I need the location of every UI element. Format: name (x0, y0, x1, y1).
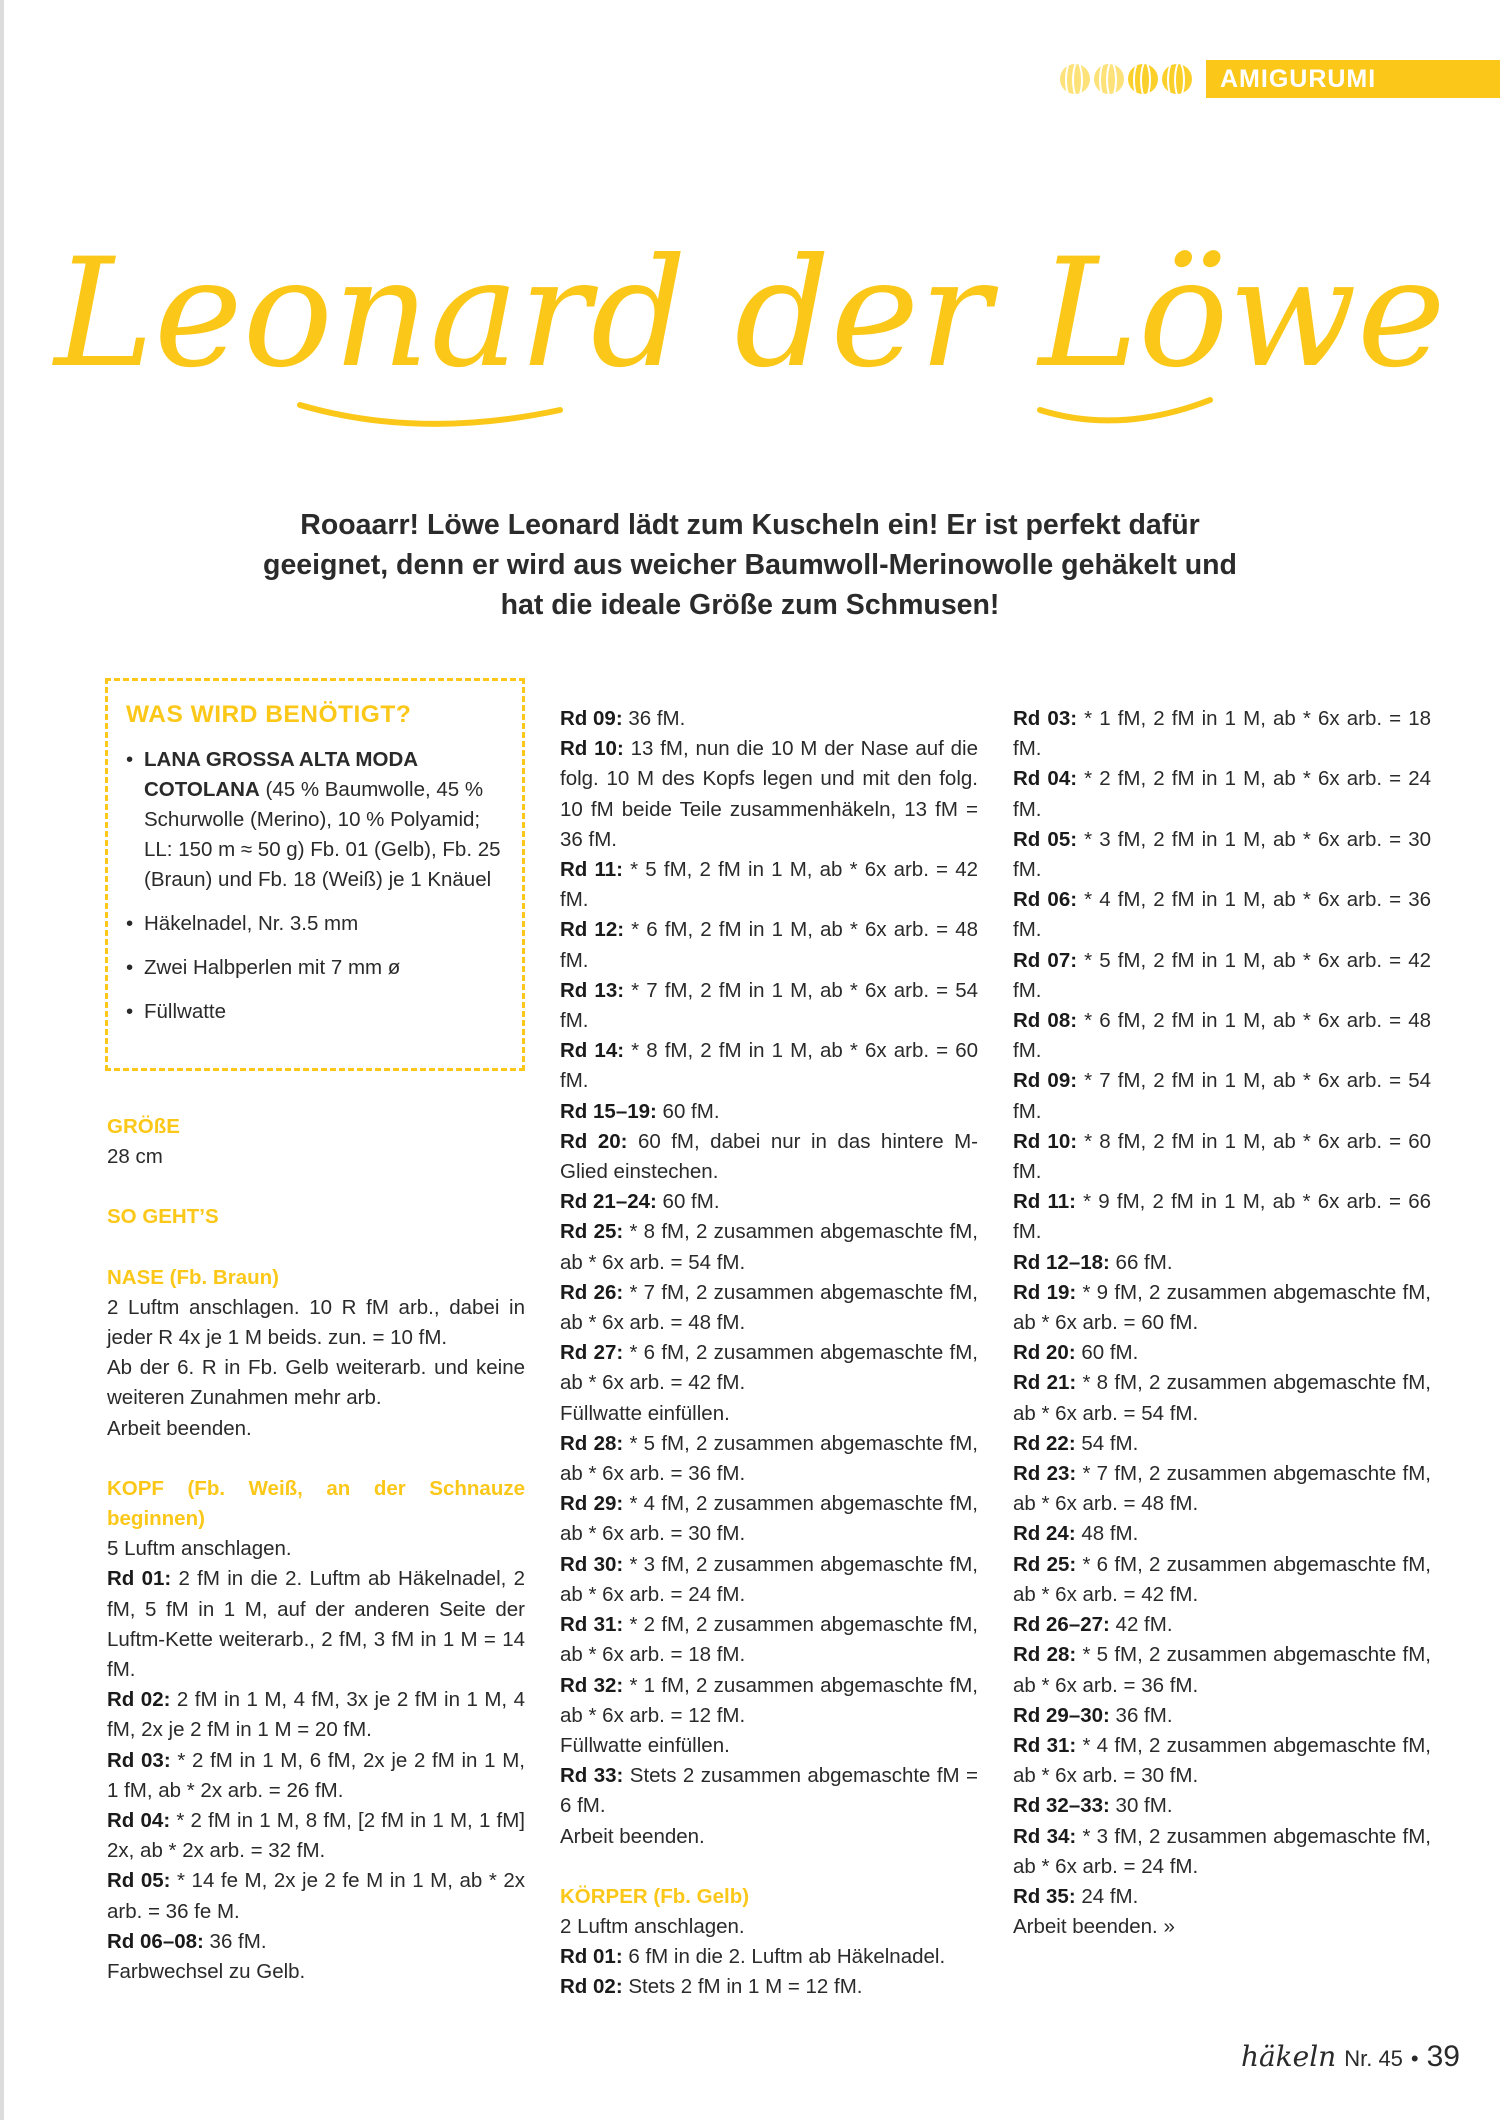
round-label: Rd 22: (1013, 1431, 1076, 1455)
round-label: Rd 20: (1013, 1341, 1076, 1365)
round-line (560, 976, 978, 1036)
round-label: Rd 01: (107, 1567, 172, 1591)
section-header (1060, 60, 1500, 98)
instruction: 5 Luftm anschlagen. (107, 1537, 292, 1561)
round-text: * 1 fM, 2 fM in 1 M, ab * 6x arb. = 18 fM. (1013, 707, 1431, 761)
issue-number: Nr. 45 (1344, 2046, 1403, 2071)
round-label: Rd 03: (1013, 707, 1078, 730)
round-line (107, 1866, 525, 1926)
instruction: Füllwatte einfüllen. (560, 1401, 730, 1425)
round-text: * 4 fM, 2 zusammen abgemaschte fM, ab * 6x arb. = 30 fM. (560, 1492, 978, 1546)
round-line (1013, 1459, 1431, 1519)
round-line (560, 1097, 978, 1127)
round-label: Rd 15–19: (560, 1099, 657, 1123)
round-line (1013, 1006, 1431, 1066)
round-label: Rd 02: (560, 1975, 623, 1999)
round-text: * 2 fM in 1 M, 6 fM, 2x je 2 fM in 1 M, 1 fM, ab * 2x arb. = 26 fM. (107, 1748, 526, 1802)
round-text: * 5 fM, 2 zusammen abgemaschte fM, ab * 6x arb. = 36 fM. (560, 1431, 978, 1486)
size-value: 28 cm (107, 1145, 163, 1169)
round-label: Rd 29: (560, 1492, 624, 1516)
round-line (107, 1927, 525, 1957)
round-line (1013, 1701, 1431, 1731)
round-text: 30 fM. (1109, 1794, 1173, 1818)
materials-box (105, 678, 525, 1071)
round-label: Rd 04: (107, 1809, 171, 1833)
round-label: Rd 09: (560, 707, 623, 730)
round-text: * 2 fM, 2 zusammen abgemaschte fM, ab * 6x arb. = 18 fM. (560, 1613, 978, 1667)
round-line (1013, 1519, 1431, 1549)
round-label: Rd 30: (560, 1552, 624, 1576)
round-label: Rd 09: (1013, 1069, 1078, 1093)
round-label: Rd 12–18: (1013, 1250, 1110, 1274)
instruction: 2 Luftm anschlagen. 10 R fM arb., dabei in jeder R 4x je 1 M beids. zun. = 10 fM. (107, 1295, 525, 1350)
round-line (560, 1972, 978, 2002)
round-text: 60 fM, dabei nur in das hintere M-Glied einstechen. (560, 1129, 979, 1184)
round-text: * 3 fM, 2 fM in 1 M, ab * 6x arb. = 30 fM. (1013, 827, 1431, 882)
body-heading: KÖRPER (Fb. Gelb) (560, 1884, 750, 1908)
round-line (107, 1564, 525, 1685)
round-text: 60 fM. (656, 1190, 720, 1214)
round-line (1013, 1278, 1431, 1338)
round-line (560, 1550, 978, 1610)
round-label: Rd 11: (1013, 1190, 1076, 1214)
materials-list (126, 745, 504, 1027)
yarn-ball-icon (1094, 64, 1124, 94)
instruction: 2 Luftm anschlagen. (560, 1914, 745, 1938)
round-label: Rd 26–27: (1013, 1613, 1110, 1637)
yarn-balls (1060, 64, 1192, 94)
round-line (1013, 1248, 1431, 1278)
yarn-ball-icon (1162, 64, 1192, 94)
round-line (1013, 1882, 1431, 1912)
round-label: Rd 31: (560, 1613, 624, 1637)
column-1 (107, 1112, 525, 1987)
round-line (560, 1036, 978, 1096)
round-text: * 8 fM, 2 zusammen abgemaschte fM, ab * 6x arb. = 54 fM. (560, 1220, 978, 1274)
round-line (560, 1610, 978, 1670)
round-text: 66 fM. (1109, 1250, 1173, 1274)
round-line (1013, 1187, 1431, 1247)
round-label: Rd 03: (107, 1748, 171, 1772)
round-label: Rd 28: (560, 1431, 624, 1455)
round-text: * 4 fM, 2 zusammen abgemaschte fM, ab * 6x arb. = 30 fM. (1013, 1733, 1431, 1788)
round-text: * 14 fe M, 2x je 2 fe M in 1 M, ab * 2x arb. = 36 fe M. (107, 1869, 525, 1923)
round-label: Rd 32–33: (1013, 1794, 1110, 1818)
round-line (560, 1217, 978, 1277)
round-text: 60 fM. (656, 1099, 720, 1123)
round-line (1013, 1368, 1431, 1428)
round-text: Stets 2 zusammen abgemaschte fM = 6 fM. (560, 1764, 979, 1818)
intro-text (190, 505, 1310, 625)
round-text: * 8 fM, 2 zusammen abgemaschte fM, ab * 6x arb. = 54 fM. (1013, 1371, 1431, 1425)
materials-item: • Füllwatte (126, 997, 504, 1027)
round-line (1013, 704, 1431, 764)
yarn-ball-icon (1060, 64, 1090, 94)
round-text: 36 fM. (622, 707, 686, 730)
round-text: * 8 fM, 2 fM in 1 M, ab * 6x arb. = 60 fM. (560, 1039, 978, 1093)
round-text: * 7 fM, 2 fM in 1 M, ab * 6x arb. = 54 fM. (560, 978, 978, 1033)
round-line (560, 1187, 978, 1217)
round-line (560, 1489, 978, 1549)
round-text: * 5 fM, 2 zusammen abgemaschte fM, ab * 6x arb. = 36 fM. (1013, 1643, 1431, 1697)
page-number: 39 (1426, 2040, 1460, 2073)
round-label: Rd 12: (560, 918, 625, 942)
round-line (560, 1671, 978, 1731)
yarn-ball-icon (1128, 64, 1158, 94)
round-line (560, 1338, 978, 1398)
round-label: Rd 10: (560, 737, 624, 761)
round-line (560, 734, 978, 855)
round-label: Rd 02: (107, 1688, 171, 1712)
round-line (560, 1127, 978, 1187)
round-text: * 5 fM, 2 fM in 1 M, ab * 6x arb. = 42 fM. (560, 858, 978, 912)
round-line (1013, 885, 1431, 945)
round-line (1013, 1127, 1431, 1187)
round-label: Rd 05: (107, 1869, 171, 1893)
round-text: * 7 fM, 2 zusammen abgemaschte fM, ab * 6x arb. = 48 fM. (560, 1280, 978, 1335)
round-label: Rd 01: (560, 1945, 623, 1969)
round-text: * 7 fM, 2 zusammen abgemaschte fM, ab * 6x arb. = 48 fM. (1013, 1462, 1431, 1516)
round-line (107, 1746, 525, 1806)
head-heading: KOPF (Fb. Weiß, an der Schnauze beginnen) (107, 1476, 525, 1531)
materials-heading: WAS WIRD BENÖTIGT? (126, 701, 412, 728)
round-line (1013, 1791, 1431, 1821)
round-text: 36 fM. (1109, 1703, 1173, 1727)
round-text: * 8 fM, 2 fM in 1 M, ab * 6x arb. = 60 fM. (1013, 1129, 1431, 1184)
round-text: * 2 fM, 2 fM in 1 M, ab * 6x arb. = 24 fM. (1013, 767, 1431, 821)
round-line (1013, 1610, 1431, 1640)
round-text: * 6 fM, 2 fM in 1 M, ab * 6x arb. = 48 fM. (1013, 1009, 1431, 1063)
round-line (1013, 1822, 1431, 1882)
column-3 (1013, 704, 1431, 1942)
round-label: Rd 25: (560, 1220, 624, 1244)
round-text: * 9 fM, 2 fM in 1 M, ab * 6x arb. = 66 fM. (1013, 1190, 1431, 1244)
round-label: Rd 20: (560, 1129, 628, 1153)
round-label: Rd 27: (560, 1341, 624, 1365)
materials-item: • LANA GROSSA ALTA MODA COTOLANA (45 % Baumwolle, 45 % Schurwolle (Merino), 10 % Polyamid; LL: 150 m ≈ 50 g) Fb. 01 (Gelb), Fb. 25 (Braun) und Fb. 18 (Weiß) je 1 Knäuel (126, 745, 504, 895)
round-text: 48 fM. (1075, 1522, 1139, 1546)
round-label: Rd 07: (1013, 948, 1078, 972)
round-line (560, 1942, 978, 1972)
round-label: Rd 08: (1013, 1009, 1078, 1033)
round-label: Rd 10: (1013, 1129, 1078, 1153)
round-text: * 4 fM, 2 fM in 1 M, ab * 6x arb. = 36 fM. (1013, 888, 1431, 942)
magazine-brand: häkeln (1240, 2040, 1337, 2073)
footer-separator: • (1410, 2046, 1419, 2071)
round-line (1013, 1338, 1431, 1368)
round-label: Rd 05: (1013, 827, 1078, 851)
round-label: Rd 25: (1013, 1552, 1077, 1576)
round-text: 24 fM. (1075, 1884, 1139, 1908)
materials-item: • Häkelnadel, Nr. 3.5 mm (126, 909, 504, 939)
nose-heading: NASE (Fb. Braun) (107, 1265, 279, 1289)
round-line (1013, 1640, 1431, 1700)
round-label: Rd 21: (1013, 1371, 1077, 1395)
round-line (560, 915, 978, 975)
round-line (107, 1685, 525, 1745)
instruction: Farbwechsel zu Gelb. (107, 1960, 306, 1984)
round-text: * 6 fM, 2 zusammen abgemaschte fM, ab * 6x arb. = 42 fM. (560, 1341, 978, 1395)
instruction: Arbeit beenden. (560, 1824, 705, 1848)
page-title (0, 205, 1500, 435)
round-label: Rd 33: (560, 1764, 624, 1788)
instruction: Arbeit beenden. (107, 1416, 252, 1440)
round-text: * 3 fM, 2 zusammen abgemaschte fM, ab * 6x arb. = 24 fM. (1013, 1824, 1431, 1878)
round-line (560, 1761, 978, 1821)
round-label: Rd 14: (560, 1039, 625, 1063)
round-text: 42 fM. (1109, 1613, 1173, 1637)
round-label: Rd 31: (1013, 1733, 1077, 1757)
round-text: * 5 fM, 2 fM in 1 M, ab * 6x arb. = 42 fM. (1013, 948, 1431, 1002)
round-text: 13 fM, nun die 10 M der Nase auf die folg. 10 M des Kopfs legen und mit den folg. 10 fM beide Teile zusammenhäkeln, 13 fM = 36 fM. (560, 737, 978, 851)
round-label: Rd 26: (560, 1280, 624, 1304)
column-2 (560, 704, 978, 2003)
round-text: * 6 fM, 2 fM in 1 M, ab * 6x arb. = 48 fM. (560, 918, 978, 972)
intro-line: geeignet, denn er wird aus weicher Baumwoll-Merinowolle gehäkelt und (263, 549, 1237, 581)
round-label: Rd 04: (1013, 767, 1078, 791)
round-line (1013, 1066, 1431, 1126)
round-text: * 9 fM, 2 zusammen abgemaschte fM, ab * 6x arb. = 60 fM. (1013, 1280, 1431, 1335)
instruction: Füllwatte einfüllen. (560, 1733, 730, 1757)
howto-heading: SO GEHT’S (107, 1205, 219, 1229)
round-line (560, 1429, 978, 1489)
round-line (1013, 1429, 1431, 1459)
round-text: * 2 fM in 1 M, 8 fM, [2 fM in 1 M, 1 fM] 2x, ab * 2x arb. = 32 fM. (107, 1809, 526, 1863)
round-label: Rd 13: (560, 978, 625, 1002)
round-label: Rd 34: (1013, 1824, 1077, 1848)
round-line (1013, 1550, 1431, 1610)
round-label: Rd 24: (1013, 1522, 1076, 1546)
round-label: Rd 21–24: (560, 1190, 657, 1214)
round-text: * 6 fM, 2 zusammen abgemaschte fM, ab * 6x arb. = 42 fM. (1013, 1552, 1431, 1606)
round-text: 60 fM. (1075, 1341, 1139, 1365)
round-label: Rd 32: (560, 1673, 624, 1697)
round-label: Rd 19: (1013, 1280, 1077, 1304)
round-label: Rd 23: (1013, 1462, 1077, 1486)
page-title-text: Leonard der Löwe (54, 227, 1446, 401)
instruction: Arbeit beenden. » (1013, 1915, 1175, 1939)
round-label: Rd 11: (560, 858, 623, 882)
page-footer (1220, 2040, 1460, 2080)
round-text: 2 fM in 1 M, 4 fM, 3x je 2 fM in 1 M, 4 fM, 2x je 2 fM in 1 M = 20 fM. (107, 1688, 525, 1742)
round-label: Rd 29–30: (1013, 1703, 1110, 1727)
intro-line: hat die ideale Größe zum Schmusen! (500, 589, 1000, 621)
round-text: * 1 fM, 2 zusammen abgemaschte fM, ab * 6x arb. = 12 fM. (560, 1673, 978, 1727)
intro-line: Rooaarr! Löwe Leonard lädt zum Kuscheln ein! Er ist perfekt dafür (300, 509, 1200, 541)
size-heading: GRÖßE (107, 1115, 180, 1138)
round-text: Stets 2 fM in 1 M = 12 fM. (622, 1975, 863, 1999)
round-line (107, 1806, 525, 1866)
round-label: Rd 06: (1013, 888, 1078, 912)
round-line (1013, 1731, 1431, 1791)
round-text: * 7 fM, 2 fM in 1 M, ab * 6x arb. = 54 fM. (1013, 1069, 1431, 1123)
round-line (1013, 946, 1431, 1006)
round-text: 54 fM. (1075, 1431, 1139, 1455)
round-label: Rd 06–08: (107, 1929, 204, 1953)
section-label: AMIGURUMI (1206, 60, 1500, 98)
materials-item: • Zwei Halbperlen mit 7 mm ø (126, 953, 504, 983)
round-line (560, 704, 978, 734)
round-line (560, 855, 978, 915)
round-text: 36 fM. (203, 1929, 267, 1953)
round-label: Rd 35: (1013, 1884, 1076, 1908)
instruction: Ab der 6. R in Fb. Gelb weiterarb. und keine weiteren Zunahmen mehr arb. (107, 1356, 525, 1410)
round-text: * 3 fM, 2 zusammen abgemaschte fM, ab * 6x arb. = 24 fM. (560, 1552, 978, 1606)
round-label: Rd 28: (1013, 1643, 1077, 1667)
round-line (560, 1278, 978, 1338)
round-line (1013, 825, 1431, 885)
round-text: 6 fM in die 2. Luftm ab Häkelnadel. (622, 1945, 946, 1969)
round-text: 2 fM in die 2. Luftm ab Häkelnadel, 2 fM, 5 fM in 1 M, auf der anderen Seite der Luftm-Kette weiterarb., 2 fM, 3 fM in 1 M = 14 fM. (107, 1567, 525, 1682)
round-line (1013, 764, 1431, 824)
